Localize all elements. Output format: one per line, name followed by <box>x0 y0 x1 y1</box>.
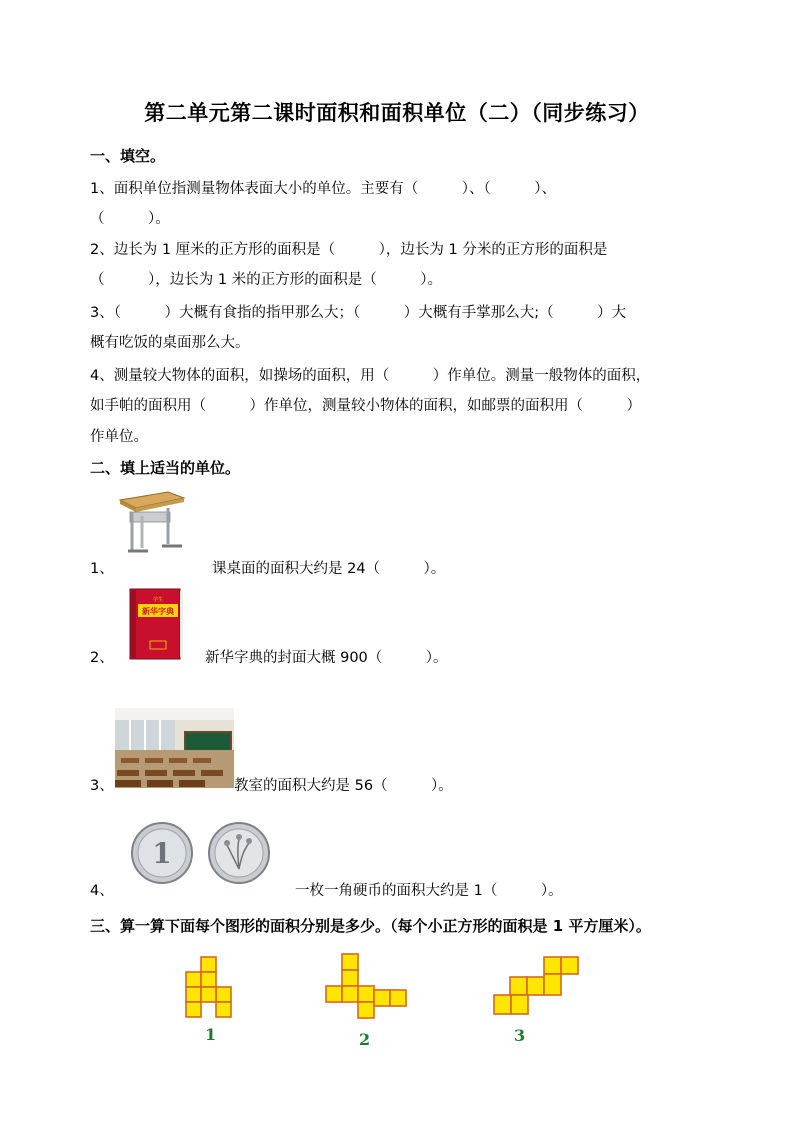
s2-item3-num: 3、 <box>90 778 114 794</box>
figure-1-label: 1 <box>205 1025 217 1044</box>
s1-line-6: 概有吃饭的桌面那么大。 <box>90 335 250 351</box>
s1-line-1: 1、面积单位指测量物体表面大小的单位。主要有（ ）、（ ）、 <box>90 181 556 197</box>
section1-heading: 一、填空。 <box>90 147 166 165</box>
s1-line-2: （ ）。 <box>90 211 170 227</box>
s2-item2-text: 新华字典的封面大概 900（ ）。 <box>205 650 448 666</box>
page-title: 第二单元第二课时面积和面积单位（二）（同步练习） <box>144 101 650 125</box>
s2-item1-text: 课桌面的面积大约是 24（ ）。 <box>212 561 446 577</box>
desk-image <box>116 488 186 558</box>
s1-line-5: 3、（ ）大概有食指的指甲那么大；（ ）大概有手掌那么大;（ ）大 <box>90 305 627 321</box>
coin-front-value: 1 <box>152 837 172 870</box>
s2-item4-num: 4、 <box>90 883 114 899</box>
figure-1 <box>184 955 234 1045</box>
figure-3 <box>492 955 582 1047</box>
dictionary-image <box>128 587 184 662</box>
s1-line-3: 2、边长为 1 厘米的正方形的面积是（ ），边长为 1 分米的正方形的面积是 <box>90 242 608 258</box>
dictionary-cover-top: 学生 <box>152 597 164 603</box>
coin-image <box>131 821 271 885</box>
section2-heading: 二、填上适当的单位。 <box>90 459 241 477</box>
s2-item1-num: 1、 <box>90 561 114 577</box>
figure-2-label: 2 <box>359 1030 371 1049</box>
s1-line-9: 作单位。 <box>90 429 148 445</box>
figure-2 <box>323 952 408 1050</box>
s2-item3-text: 教室的面积大约是 56（ ）。 <box>234 778 453 794</box>
s2-item4-text: 一枚一角硬币的面积大约是 1（ ）。 <box>295 883 563 899</box>
s1-line-8: 如手帕的面积用（ ）作单位，测量较小物体的面积，如邮票的面积用（ ） <box>90 398 641 414</box>
classroom-image <box>115 708 234 788</box>
s1-line-7: 4、测量较大物体的面积，如操场的面积，用（ ）作单位。测量一般物体的面积， <box>90 368 651 384</box>
dictionary-cover-title: 新华字典 <box>142 606 174 616</box>
s1-line-4: （ ），边长为 1 米的正方形的面积是（ ）。 <box>90 272 442 288</box>
s2-item2-num: 2、 <box>90 650 114 666</box>
section3-heading: 三、算一算下面每个图形的面积分别是多少。（每个小正方形的面积是 1 平方厘米）。 <box>90 917 651 935</box>
figure-3-label: 3 <box>514 1026 526 1045</box>
